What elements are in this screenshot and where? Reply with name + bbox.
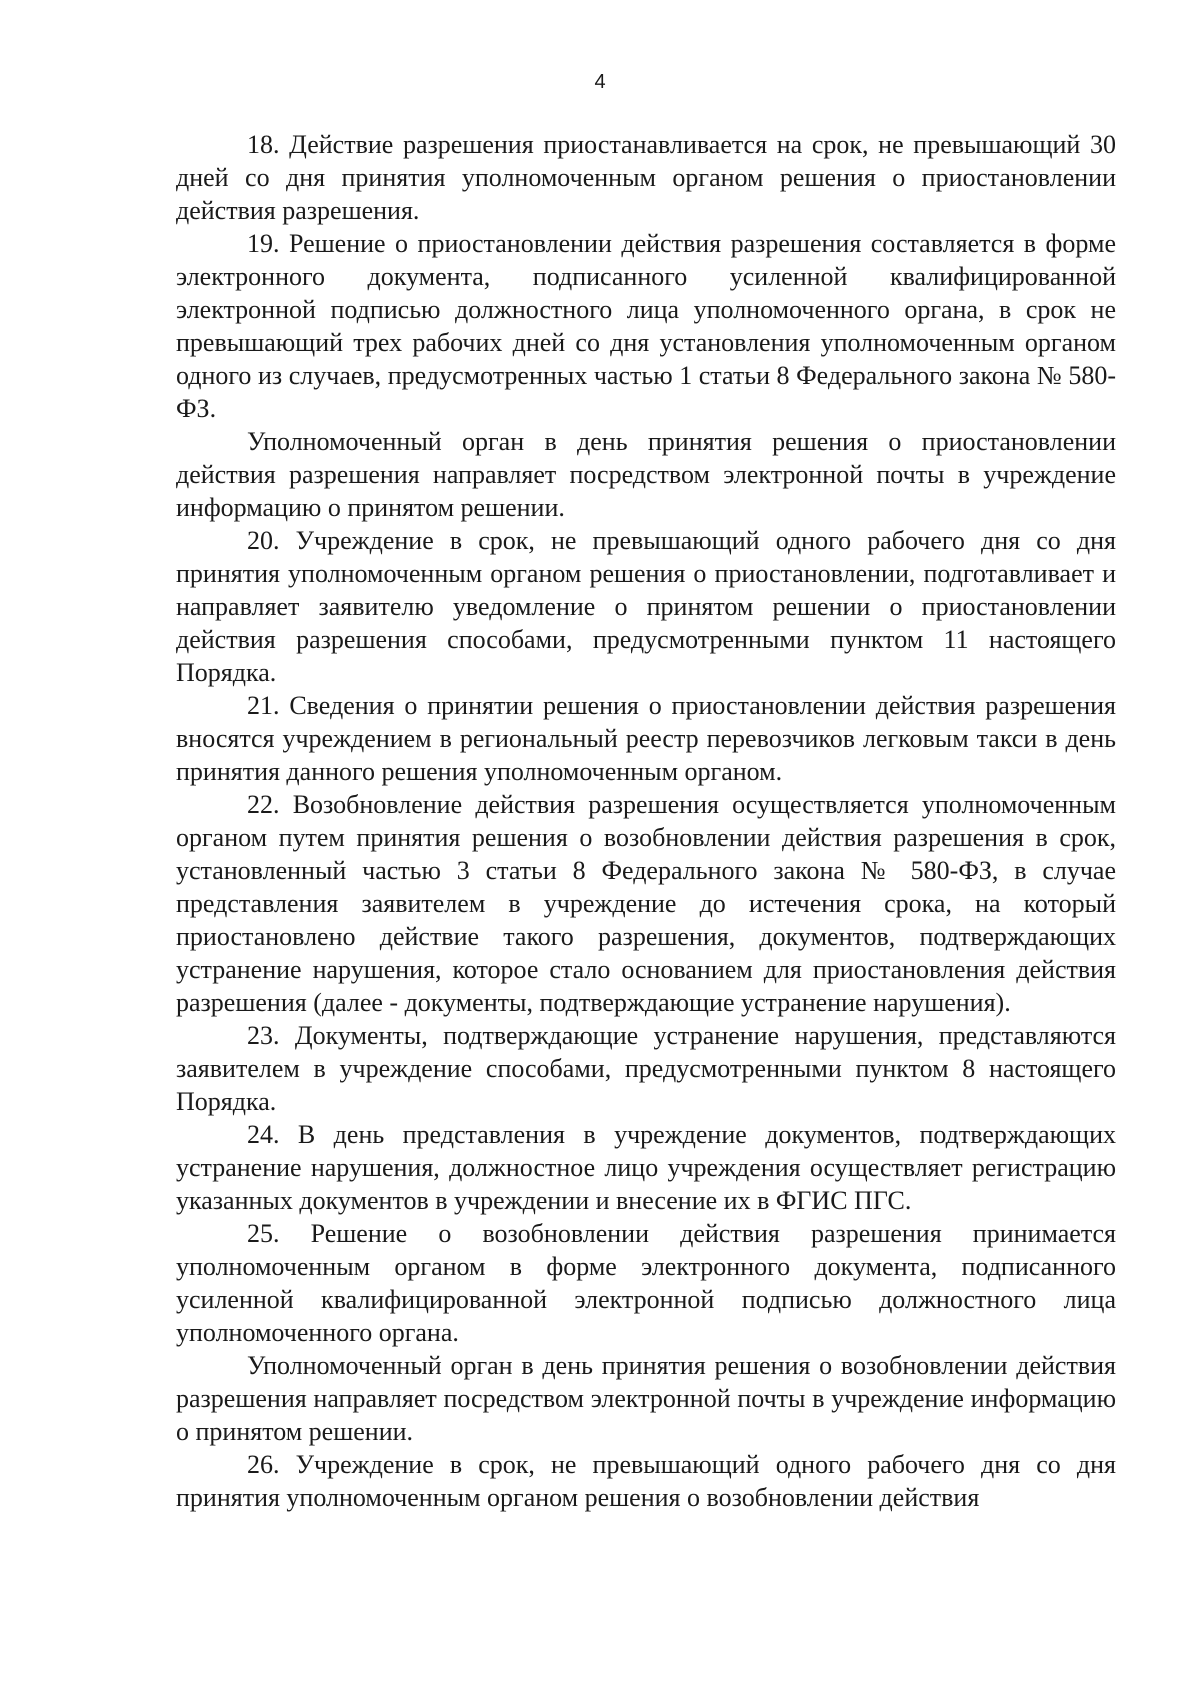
paragraph-22: 22. Возобновление действия разрешения осуществляется уполномоченным органом путем принятия решения о возобновлении действия разрешения в срок, установленный частью 3 статьи 8 Федерального закона № 580-ФЗ, в случае представления заявителем в учреждение до истечения срока, на который приостановлено действие такого разрешения, документов, подтверждающих устранение нарушения, которое стало основанием для приостановления действия разрешения (далее - документы, подтверждающие устранение нарушения). bbox=[176, 790, 1116, 1017]
paragraph-25-notification: Уполномоченный орган в день принятия решения о возобновлении действия разрешения направляет посредством электронной почты в учреждение информацию о принятом решении. bbox=[176, 1351, 1116, 1446]
paragraph-26: 26. Учреждение в срок, не превышающий одного рабочего дня со дня принятия уполномоченным органом решения о возобновлении действия bbox=[176, 1450, 1116, 1512]
paragraph-25: 25. Решение о возобновлении действия разрешения принимается уполномоченным органом в форме электронного документа, подписанного усиленной квалифицированной электронной подписью должностного лица уполномоченного органа. bbox=[176, 1219, 1116, 1347]
paragraph-19: 19. Решение о приостановлении действия разрешения составляется в форме электронного документа, подписанного усиленной квалифицированной электронной подписью должностного лица уполномоченного органа, в срок не превышающий трех рабочих дней со дня установления уполномоченным органом одного из случаев, предусмотренных частью 1 статьи 8 Федерального закона № 580-ФЗ. bbox=[176, 229, 1116, 423]
paragraph-21: 21. Сведения о принятии решения о приостановлении действия разрешения вносятся учреждением в региональный реестр перевозчиков легковым такси в день принятия данного решения уполномоченным органом. bbox=[176, 691, 1116, 786]
paragraph-23: 23. Документы, подтверждающие устранение нарушения, представляются заявителем в учреждение способами, предусмотренными пунктом 8 настоящего Порядка. bbox=[176, 1021, 1116, 1116]
paragraph-24: 24. В день представления в учреждение документов, подтверждающих устранение нарушения, должностное лицо учреждения осуществляет регистрацию указанных документов в учреждении и внесение их в ФГИС ПГС. bbox=[176, 1120, 1116, 1215]
document-body bbox=[176, 128, 1116, 1514]
paragraph-20: 20. Учреждение в срок, не превышающий одного рабочего дня со дня принятия уполномоченным органом решения о приостановлении, подготавливает и направляет заявителю уведомление о принятом решении о приостановлении действия разрешения способами, предусмотренными пунктом 11 настоящего Порядка. bbox=[176, 526, 1116, 687]
paragraph-19-notification: Уполномоченный орган в день принятия решения о приостановлении действия разрешения направляет посредством электронной почты в учреждение информацию о принятом решении. bbox=[176, 427, 1116, 522]
paragraph-18: 18. Действие разрешения приостанавливается на срок, не превышающий 30 дней со дня принятия уполномоченным органом решения о приостановлении действия разрешения. bbox=[176, 130, 1116, 225]
page-number: 4 bbox=[594, 71, 606, 93]
